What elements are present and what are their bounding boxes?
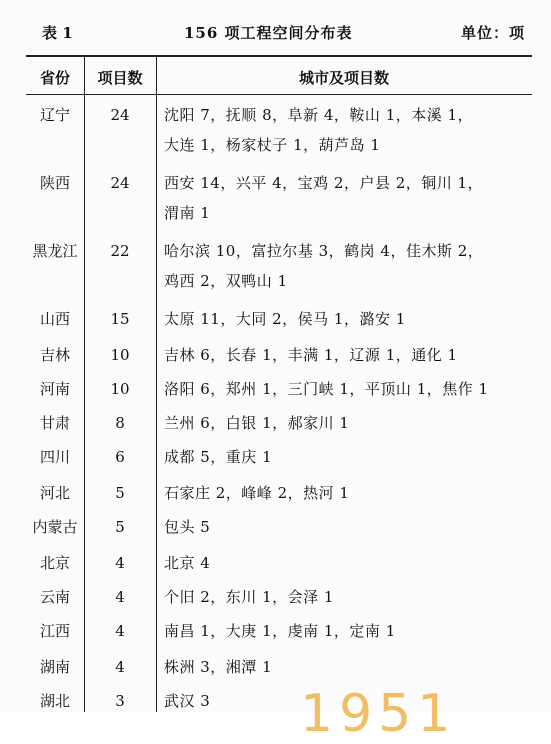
province-cell: 内蒙古 (32, 518, 78, 536)
cities-cell (164, 374, 530, 404)
cities-line: 个旧 2，东川 1，会泽 1 (164, 588, 334, 606)
cities-line: 吉林 6，长春 1，丰满 1，辽源 1，通化 1 (164, 346, 458, 364)
cities-cell (164, 340, 530, 370)
cities-line: 大连 1，杨家杖子 1，葫芦岛 1 (164, 136, 381, 154)
project-count-cell: 6 (115, 448, 125, 466)
cities-line: 沈阳 7，抚顺 8，阜新 4，鞍山 1，本溪 1， (164, 106, 474, 124)
cities-cell (164, 100, 530, 160)
province-cell: 陕西 (39, 174, 70, 192)
cities-cell (164, 236, 530, 296)
cities-line: 成都 5，重庆 1 (164, 448, 273, 466)
cities-line: 株洲 3，湘潭 1 (164, 658, 273, 676)
province-cell: 黑龙江 (32, 242, 78, 260)
province-cell: 江西 (39, 622, 70, 640)
project-count-cell: 8 (115, 414, 125, 432)
project-count-cell: 3 (115, 692, 125, 710)
table-header-rule (26, 94, 532, 95)
cities-cell (164, 512, 530, 542)
province-cell: 吉林 (39, 346, 70, 364)
cities-line: 南昌 1，大庚 1，虔南 1，定南 1 (164, 622, 396, 640)
cities-line: 哈尔滨 10，富拉尔基 3，鹤岗 4，佳木斯 2， (164, 242, 484, 260)
cities-line: 石家庄 2，峰峰 2，热河 1 (164, 484, 350, 502)
header-cities: 城市及项目数 (298, 69, 389, 87)
cities-line: 西安 14，兴平 4，宝鸡 2，户县 2，铜川 1， (164, 174, 484, 192)
project-count-cell: 10 (110, 380, 130, 398)
province-cell: 湖南 (39, 658, 70, 676)
project-count-cell: 22 (110, 242, 130, 260)
province-cell: 河南 (39, 380, 70, 398)
project-count-cell: 10 (110, 346, 130, 364)
cities-cell (164, 616, 530, 646)
province-cell: 湖北 (39, 692, 70, 710)
cities-line: 北京 4 (164, 554, 211, 572)
project-count-cell: 5 (115, 484, 125, 502)
project-count-cell: 24 (110, 174, 130, 192)
cities-cell (164, 304, 530, 334)
cities-cell (164, 652, 530, 682)
project-count-cell: 5 (115, 518, 125, 536)
cities-cell (164, 548, 530, 578)
header-project-count: 项目数 (97, 69, 143, 87)
table-unit: 单位：项 (460, 24, 525, 42)
project-count-cell: 24 (110, 106, 130, 124)
cities-cell (164, 168, 530, 228)
cities-line: 武汉 3 (164, 692, 211, 710)
project-count-cell: 15 (110, 310, 130, 328)
province-cell: 辽宁 (39, 106, 70, 124)
cities-line: 渭南 1 (164, 204, 211, 222)
project-count-cell: 4 (115, 622, 125, 640)
project-count-cell: 4 (115, 588, 125, 606)
table-title: 156 项工程空间分布表 (184, 24, 353, 42)
header-province: 省份 (39, 69, 70, 87)
cities-cell (164, 408, 530, 438)
cities-cell (164, 582, 530, 612)
table-header-row (26, 57, 532, 93)
watermark: 1951 (300, 684, 457, 744)
province-cell: 云南 (39, 588, 70, 606)
province-cell: 甘肃 (39, 414, 70, 432)
project-count-cell: 4 (115, 554, 125, 572)
table-caption (0, 18, 551, 48)
province-cell: 北京 (39, 554, 70, 572)
cities-cell (164, 478, 530, 508)
cities-line: 鸡西 2，双鸭山 1 (164, 272, 288, 290)
province-cell: 河北 (39, 484, 70, 502)
table-label: 表 1 (42, 24, 73, 42)
project-count-cell: 4 (115, 658, 125, 676)
cities-line: 太原 11，大同 2，侯马 1，潞安 1 (164, 310, 406, 328)
cities-line: 兰州 6，白银 1，郝家川 1 (164, 414, 350, 432)
cities-cell (164, 442, 530, 472)
cities-line: 洛阳 6，郑州 1，三门峡 1，平顶山 1，焦作 1 (164, 380, 489, 398)
column-divider-2 (156, 56, 157, 712)
cities-line: 包头 5 (164, 518, 211, 536)
province-cell: 四川 (39, 448, 70, 466)
province-cell: 山西 (39, 310, 70, 328)
